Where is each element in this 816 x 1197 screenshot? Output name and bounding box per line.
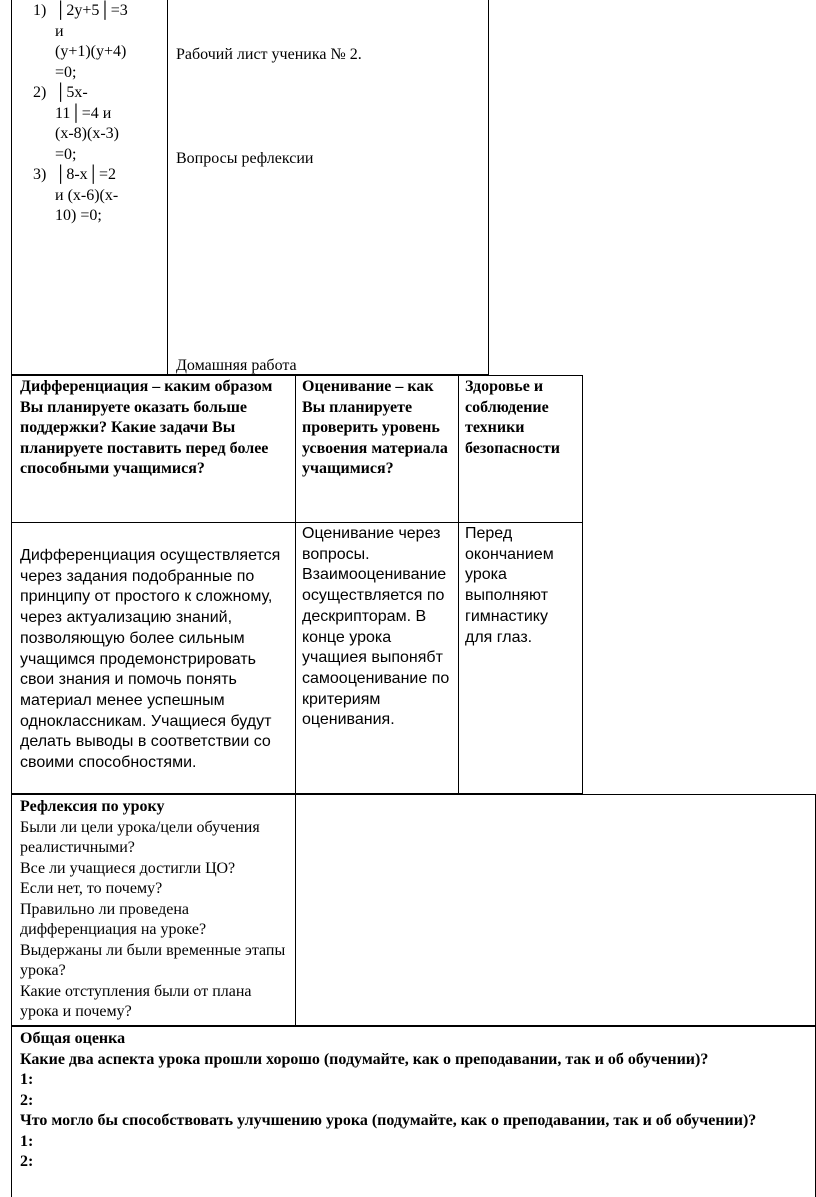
equation-number: 2) xyxy=(33,84,47,101)
summary-answer-line: 2: xyxy=(20,1153,34,1170)
assessment-body: Оценивание через вопросы. Взаимооценивание осуществляется по дескрипторам. В конце урока учащиея выпонябт самооценивание по критериям оценивания. xyxy=(302,525,450,729)
equation-item xyxy=(11,83,167,165)
middle-table-header-rule xyxy=(11,522,583,523)
reflection-question: Какие отступления были от плана урока и почему? xyxy=(20,982,252,1020)
differentiation-body: Дифференциация осуществляется через задания подобранные по принципу от простого к сложному, через актуализацию знаний, позволяющую более сильным учащимся продемонстрировать свои знания и помочь понять материал менее успешным одноклассникам. Учащиеся будут делать выводы в соответствии со своими способностями. xyxy=(20,547,281,772)
equation-line: (y+1)(y+4) xyxy=(55,43,127,60)
equation-line: 11│=4 и xyxy=(55,104,112,122)
equations-list xyxy=(11,1,167,227)
equation-line: =0; xyxy=(55,145,77,163)
summary-answer-line: 2: xyxy=(20,1091,34,1109)
equation-line: =0; xyxy=(55,63,77,81)
summary-question-improve: Что могло бы способствовать улучшению урока (подумайте, как о преподавании, так и об обучении)? xyxy=(20,1112,757,1129)
equation-line: (x-8)(x-3) xyxy=(55,125,119,142)
reflection-question: Выдержаны ли были временные этапы урока? xyxy=(20,941,286,979)
summary-block xyxy=(20,1029,812,1173)
reflection-question: Были ли цели урока/цели обучения реалистичными? xyxy=(20,818,260,856)
reflection-question: Если нет, то почему? xyxy=(20,880,163,897)
top-table-divider xyxy=(167,0,168,375)
worksheet-label: Рабочий лист ученика № 2. xyxy=(176,46,362,63)
equation-line: и xyxy=(55,22,64,40)
equation-item xyxy=(11,1,167,83)
equation-line: │2y+5│=3 xyxy=(55,2,128,19)
health-header: Здоровье и соблюдение техники безопасности xyxy=(465,378,560,457)
assessment-header: Оценивание – как Вы планируете проверить уровень усвоения материала учащимися? xyxy=(302,378,448,477)
reflection-question: Правильно ли проведена дифференциация на уроке? xyxy=(20,900,207,938)
equation-number: 3) xyxy=(33,166,47,183)
reflection-block xyxy=(20,797,288,1023)
equation-number: 1) xyxy=(33,2,47,19)
differentiation-header: Дифференциация – каким образом Вы планируете оказать больше поддержки? Какие задачи Вы планируете поставить перед более способными учащимися? xyxy=(20,378,273,477)
reflection-question: Все ли учащиеся достигли ЦО? xyxy=(20,859,236,877)
reflection-table-divider xyxy=(295,794,296,1026)
reflection-title: Рефлексия по уроку xyxy=(20,798,165,815)
homework-label: Домашняя работа xyxy=(176,357,297,374)
equation-line: │8-x│=2 xyxy=(55,166,117,183)
middle-table-divider-1 xyxy=(295,375,296,794)
summary-title: Общая оценка xyxy=(20,1030,126,1047)
equation-line: 10) =0; xyxy=(55,207,102,224)
summary-question-good: Какие два аспекта урока прошли хорошо (подумайте, как о преподавании, так и об обучении)? xyxy=(20,1050,709,1068)
equation-line: и (x-6)(x- xyxy=(55,186,119,204)
summary-answer-line: 1: xyxy=(20,1132,34,1150)
equation-item xyxy=(11,165,167,227)
summary-answer-line: 1: xyxy=(20,1071,34,1088)
middle-table-divider-2 xyxy=(458,375,459,794)
reflection-questions-label: Вопросы рефлексии xyxy=(176,150,314,167)
equation-line: │5x- xyxy=(55,84,88,101)
health-body: Перед окончанием урока выполняют гимнастику для глаз. xyxy=(465,525,554,646)
